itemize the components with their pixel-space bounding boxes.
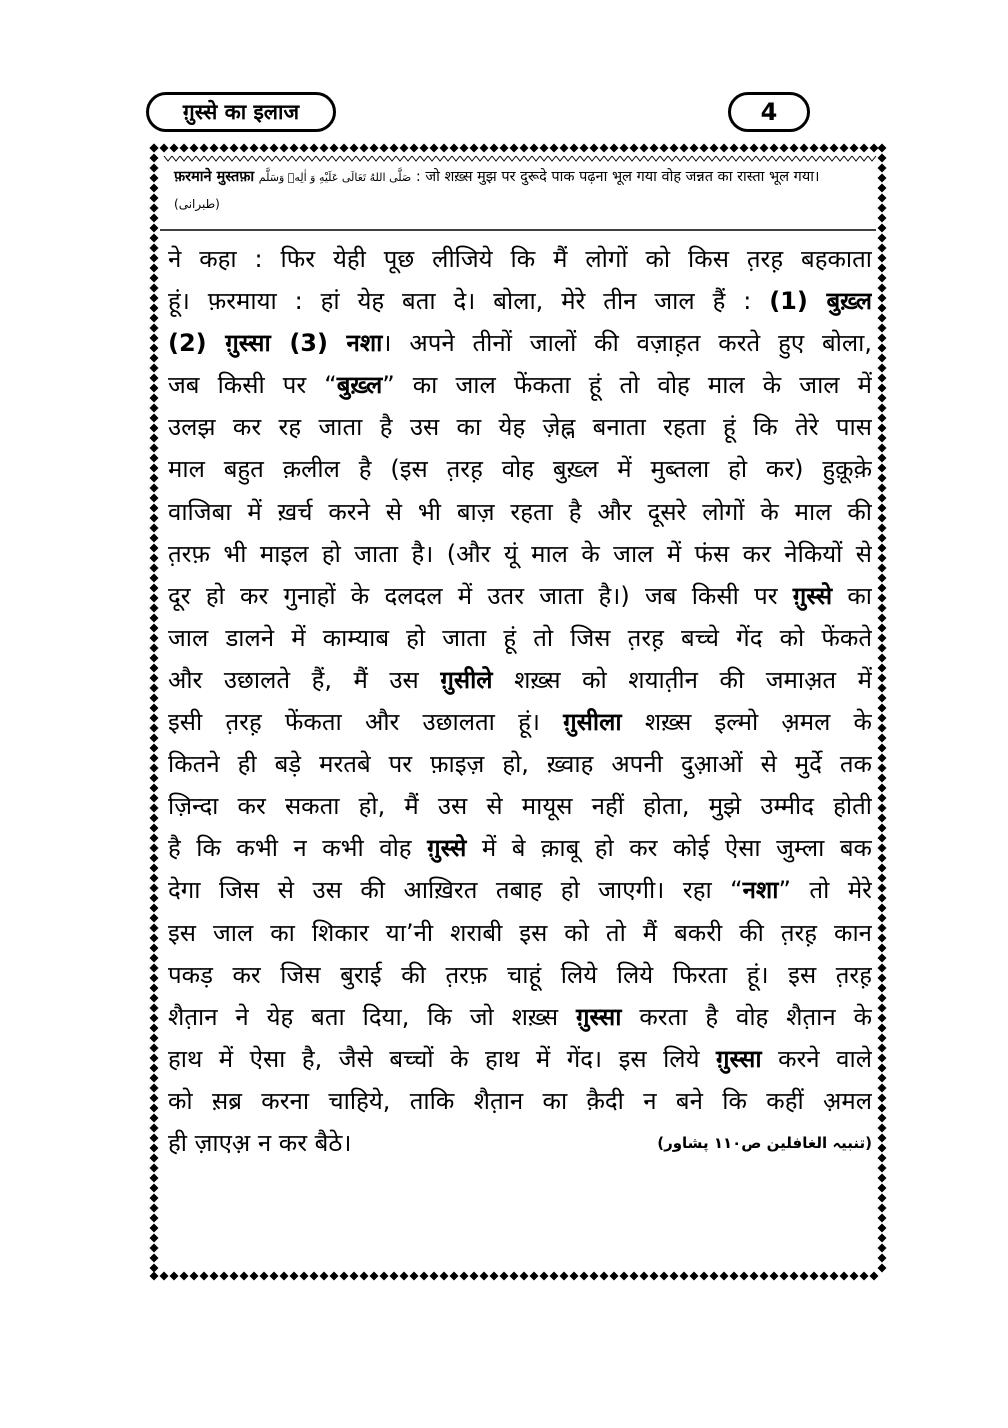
text-line: दूर हो कर गुनाहों के दलदल में उतर जाता है।) जब किसी पर ग़ुस्से का	[168, 581, 872, 610]
text-line: माल बहुत क़लील है (इस त़रह़ वोह बुख़्ल में मुब्तला हो कर) हुक़ूके़	[168, 455, 872, 484]
book-title: ग़ुस्से का इलाज	[182, 100, 300, 124]
text-line: हूं। फ़रमाया : हां येह बता दे। बोला, मेरे तीन जाल हैं : (1) बुख़्ल	[168, 287, 872, 316]
text-line: पकड़ कर जिस बुराई की त़रफ़ चाहूं लिये लिये फिरता हूं। इस त़रह़	[168, 960, 872, 989]
text-line: इसी त़रह़ फेंकता और उछालता हूं। ग़ुसीला शख़्स इल्मो अ़मल के	[168, 708, 872, 737]
page-number-badge	[728, 92, 810, 132]
farman-source: (طبرانی)	[174, 197, 220, 211]
text-line: कितने ही बड़े मरतबे पर फ़ाइज़ हो, ख़्वाह अपनी दुआ़ओं से मुर्दे तक	[168, 750, 872, 779]
text-line: उलझ कर रह जाता है उस का येह ज़ेह्न बनाता रहता हूं कि तेरे पास	[168, 413, 872, 442]
page-number: 4	[760, 98, 778, 126]
farman-salawat: صَلَّى اللهُ تَعَالَى عَلَيْهِ وَ اٰلِهٖ وَسَلَّم	[258, 171, 412, 184]
text-line: त़रफ़ भी माइल हो जाता है। (और यूं माल के जाल में फंस कर नेकियों से	[168, 539, 872, 568]
text-line: (2) ग़ुस्सा (3) नशा। अपने तीनों जालों की वज़ाह़त करते हुए बोला,	[168, 329, 872, 358]
text-line: ज़िन्दा कर सकता हो, मैं उस से मायूस नहीं होता, मुझे उम्मीद होती	[168, 792, 872, 821]
text-line-last: ही ज़ाएअ़ न कर बैठे। (تنبیہ الغافلین ص۱۱۰ پشاور)	[168, 1122, 872, 1164]
farman-box	[164, 158, 872, 228]
text-line: वाजिबा में ख़र्च करने से भी बाज़ रहता है और दूसरे लोगों के माल की	[168, 497, 872, 526]
farman-text: : जो शख़्स मुझ पर दुरूदे पाक पढ़ना भूल गया वोह जन्नत का रास्ता भूल गया।	[415, 169, 820, 185]
reference-citation: (تنبیہ الغافلین ص۱۱۰ پشاور)	[657, 1133, 872, 1152]
book-title-badge	[146, 92, 336, 132]
text-line: इस जाल का शिकार या’नी शराबी इस को तो मैं बकरी की त़रह़ कान	[168, 918, 872, 947]
text-line: को स़ब्र करना चाहिये, ताकि शैत़ान का क़ैदी न बने कि कहीं अ़मल	[168, 1086, 872, 1115]
text-line: जाल डालने में काम्याब हो जाता हूं तो जिस त़रह़ बच्चे गेंद को फेंकते	[168, 623, 872, 652]
farman-label: फ़रमाने मुस्तफ़ा	[174, 169, 255, 185]
text-line: देगा जिस से उस की आख़िरत तबाह हो जाएगी। रहा “नशा” तो मेरे	[168, 876, 872, 905]
text-line: ने कहा : फिर येही पूछ लीजिये कि मैं लोगों को किस त़रह़ बहकाता	[168, 245, 872, 273]
text-line: जब किसी पर “बुख़्ल” का जाल फेंकता हूं तो वोह माल के जाल में	[168, 371, 872, 400]
text-line: है कि कभी न कभी वोह ग़ुस्से में बे क़ाबू हो कर कोई ऐसा जुम्ला बक	[168, 834, 872, 863]
text-line: शैत़ान ने येह बता दिया, कि जो शख़्स ग़ुस्सा करता है वोह शैत़ान के	[168, 1002, 872, 1031]
text-line: हाथ में ऐसा है, जैसे बच्चों के हाथ में गेंद। इस लिये ग़ुस्सा करने वाले	[168, 1044, 872, 1073]
main-body-text	[168, 238, 872, 1164]
text-line: और उछालते हैं, मैं उस ग़ुसीले शख़्स को शयात़ीन की जमाअ़त में	[168, 665, 872, 694]
